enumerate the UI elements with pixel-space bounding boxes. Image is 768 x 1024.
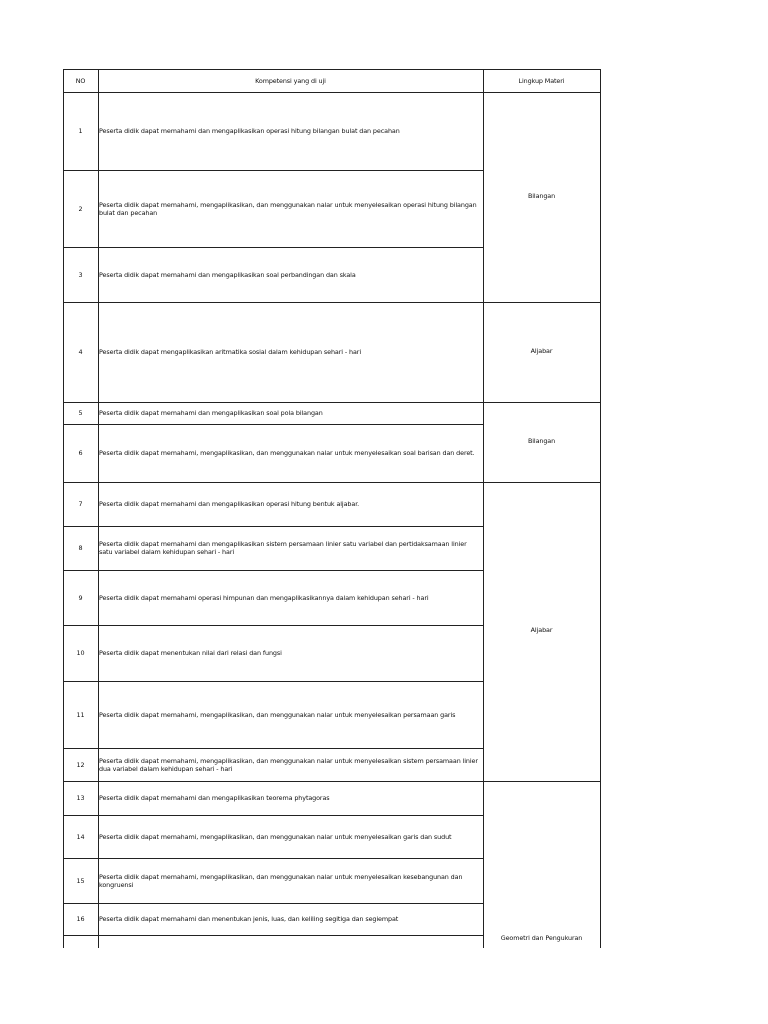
row-divider (63, 903, 484, 904)
table-border (63, 69, 64, 948)
competency-text: Peserta didik dapat memahami, mengaplikasikan, dan menggunakan nalar untuk menyelesaikan sistem persamaan linier dua variabel dalam kehidupan sehari - hari (99, 756, 478, 773)
row-divider (63, 625, 484, 626)
lingkup-materi-label: Geometri dan Pengukuran (500, 934, 583, 942)
row-divider (63, 302, 484, 303)
competency-text: Peserta didik dapat memahami dan mengaplikasikan soal pola bilangan (99, 409, 323, 417)
lingkup-materi-label: Aljabar (530, 626, 553, 634)
competency-text: Peserta didik dapat memahami, mengaplikasikan, dan menggunakan nalar untuk menyelesaikan persamaan garis (99, 710, 456, 719)
competency-text: Peserta didik dapat menentukan nilai dari relasi dan fungsi (99, 649, 282, 657)
lingkup-materi-label: Bilangan (527, 192, 556, 200)
table-border (63, 69, 601, 70)
row-number: 7 (78, 500, 83, 508)
row-divider (63, 402, 484, 403)
row-number: 15 (76, 876, 85, 885)
competency-text: Peserta didik dapat memahami, mengaplikasikan, dan menggunakan nalar untuk menyelesaikan operasi hitung bilangan bulat dan pecahan (99, 200, 477, 217)
row-divider (63, 748, 484, 749)
row-number: 2 (78, 204, 83, 213)
row-number: 3 (78, 270, 83, 279)
competency-text: Peserta didik dapat memahami dan mengaplikasikan teorema phytagoras (99, 794, 330, 802)
competency-text: Peserta didik dapat memahami, mengaplikasikan, dan menggunakan nalar untuk menyelesaikan garis dan sudut (99, 832, 452, 841)
lingkup-materi-label: Bilangan (527, 437, 556, 445)
table-border (483, 69, 484, 948)
competency-text: Peserta didik dapat memahami, mengaplikasikan, dan menggunakan nalar untuk menyelesaikan kesebangunan dan kongruensi (99, 872, 463, 889)
competency-text: Peserta didik dapat memahami operasi himpunan dan mengaplikasikannya dalam kehidupan sehari - hari (99, 593, 429, 602)
row-number: 1 (78, 127, 83, 135)
row-divider (63, 526, 484, 527)
header-no: NO (75, 76, 86, 85)
row-number: 4 (78, 348, 83, 356)
competency-text: Peserta didik dapat memahami dan mengaplikasikan sistem persamaan linier satu variabel dan pertidaksamaan linier satu variabel dalam kehidupan sehari - hari (99, 540, 467, 556)
row-divider (63, 424, 484, 425)
row-divider (63, 815, 484, 816)
row-number (63, 935, 98, 948)
table-border (63, 92, 601, 93)
row-number: 13 (76, 794, 85, 802)
row-divider (63, 935, 484, 936)
competency-text: Peserta didik dapat memahami dan menentukan jenis, luas, dan keliling segitiga dan segiempat (99, 915, 399, 923)
competency-text: Peserta didik dapat mengaplikasikan aritmatika sosial dalam kehidupan sehari - hari (99, 348, 361, 356)
row-number: 9 (78, 593, 83, 602)
row-number: 6 (78, 449, 83, 457)
competency-text: Peserta didik dapat memahami dan mengaplikasikan operasi hitung bentuk aljabar. (99, 500, 360, 508)
header-lingkup: Lingkup Materi (518, 76, 565, 85)
group-divider (483, 781, 601, 782)
row-divider (63, 858, 484, 859)
group-divider (483, 402, 601, 403)
row-number: 11 (76, 710, 85, 719)
row-divider (63, 482, 484, 483)
row-divider (63, 781, 484, 782)
row-divider (63, 170, 484, 171)
row-number: 12 (76, 760, 85, 769)
lingkup-materi-label: Aljabar (530, 347, 553, 355)
row-number: 16 (76, 915, 85, 923)
group-divider (483, 482, 601, 483)
row-divider (63, 247, 484, 248)
table-border (98, 69, 99, 948)
competency-text: Peserta didik dapat memahami dan mengaplikasikan soal perbandingan dan skala (99, 270, 356, 279)
row-number: 8 (78, 544, 83, 552)
row-number: 14 (76, 832, 85, 841)
row-number: 10 (76, 649, 85, 657)
row-number: 5 (78, 409, 83, 417)
competency-text (98, 935, 483, 948)
table-border (600, 69, 601, 948)
group-divider (483, 302, 601, 303)
row-divider (63, 570, 484, 571)
row-divider (63, 681, 484, 682)
competency-text: Peserta didik dapat memahami dan mengaplikasikan operasi hitung bilangan bulat dan pecahan (99, 127, 400, 135)
competency-text: Peserta didik dapat memahami, mengaplikasikan, dan menggunakan nalar untuk menyelesaikan soal barisan dan deret. (99, 449, 475, 457)
header-kompetensi: Kompetensi yang di uji (255, 76, 326, 85)
